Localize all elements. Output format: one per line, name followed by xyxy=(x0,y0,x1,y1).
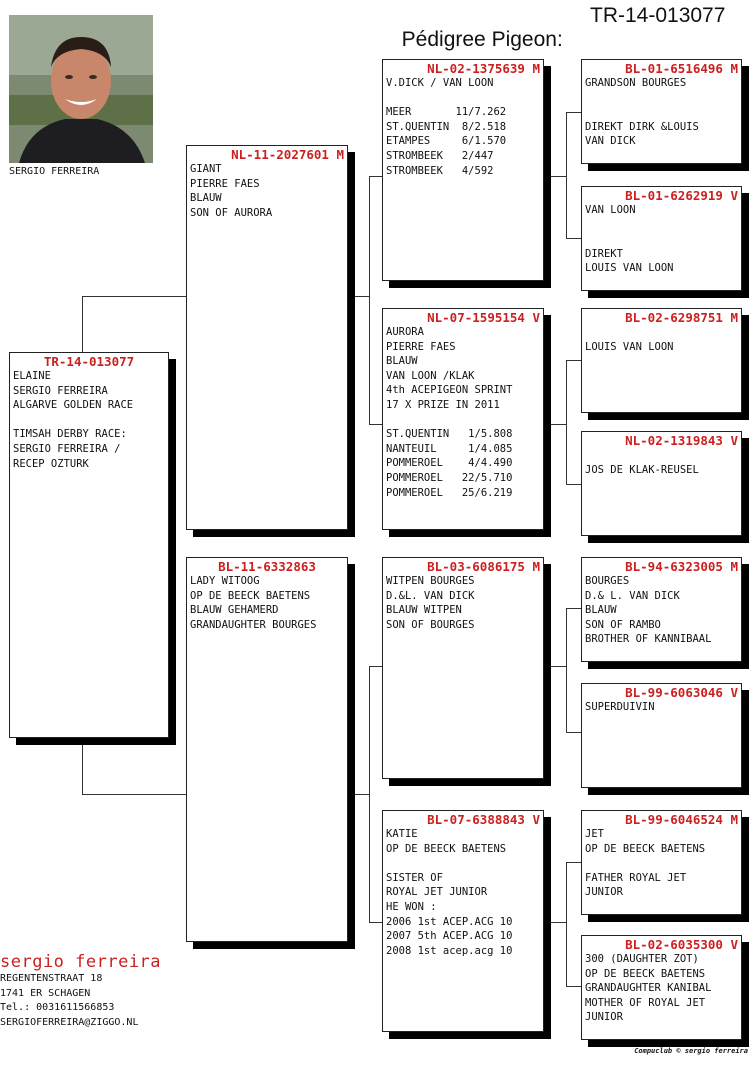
connector-line xyxy=(566,360,567,484)
detail-line: GRANDAUGHTER BOURGES xyxy=(190,618,317,631)
great-grandparent-card-6 xyxy=(581,683,742,788)
sire-details xyxy=(190,162,344,220)
connector-line xyxy=(369,666,370,922)
connector-line xyxy=(566,112,581,113)
connector-line xyxy=(355,794,369,795)
detail-line: POMMEROEL 4/4.490 xyxy=(386,457,513,470)
detail-line xyxy=(585,105,738,120)
grandparent-4-ring: BL-07-6388843 V xyxy=(427,812,540,827)
great-grandparent-4-ring: NL-02-1319843 V xyxy=(625,433,738,448)
grandparent-4-details xyxy=(386,827,540,958)
detail-line: VAN LOON xyxy=(585,204,636,216)
detail-line: GIANT xyxy=(190,163,222,175)
grandparent-1-details xyxy=(386,76,540,178)
detail-line: 300 (DAUGHTER ZOT) xyxy=(585,953,699,965)
great-grandparent-card-7 xyxy=(581,810,742,915)
grandparent-2-details xyxy=(386,325,540,500)
detail-line: LADY WITOOG xyxy=(190,575,260,587)
connector-line xyxy=(82,296,83,352)
detail-line: SISTER OF xyxy=(386,871,443,884)
detail-line: BLAUW xyxy=(386,355,418,368)
connector-line xyxy=(551,922,566,923)
detail-line xyxy=(386,413,540,428)
great-grandparent-7-ring: BL-99-6046524 M xyxy=(625,812,738,827)
detail-line: SON OF RAMBO xyxy=(585,618,661,631)
detail-line: STROMBEEK 2/447 xyxy=(386,149,494,162)
connector-line xyxy=(82,296,186,297)
detail-line: JUNIOR xyxy=(585,1011,623,1024)
dam-card xyxy=(186,557,348,942)
grandparent-card-4 xyxy=(382,810,544,1032)
grandparent-card-3 xyxy=(382,557,544,779)
pedigree-ring: TR-14-013077 xyxy=(590,4,726,27)
detail-line xyxy=(585,218,738,233)
phone-line: Tel.: 0031611566853 xyxy=(0,1002,115,1013)
connector-line xyxy=(566,608,581,609)
brand-name: sergio ferreira xyxy=(0,952,162,972)
great-grandparent-card-8 xyxy=(581,935,742,1040)
detail-line xyxy=(585,448,738,463)
connector-line xyxy=(566,360,581,361)
great-grandparent-6-details xyxy=(585,700,738,715)
connector-line xyxy=(551,424,566,425)
detail-line: BROTHER OF KANNIBAAL xyxy=(585,633,712,646)
great-grandparent-8-details xyxy=(585,952,738,1025)
connector-line xyxy=(355,296,369,297)
detail-line: SON OF BOURGES xyxy=(386,618,475,631)
detail-line: D.&L. VAN DICK xyxy=(386,589,475,602)
detail-line: KATIE xyxy=(386,828,418,840)
detail-line: FATHER ROYAL JET xyxy=(585,871,687,884)
detail-line xyxy=(13,413,165,428)
dam-ring: BL-11-6332863 xyxy=(218,559,316,574)
connector-line xyxy=(566,862,581,863)
detail-line: PIERRE FAES xyxy=(386,340,456,353)
detail-line: MEER 11/7.262 xyxy=(386,106,507,119)
detail-line: VAN LOON /KLAK xyxy=(386,369,475,382)
great-grandparent-8-ring: BL-02-6035300 V xyxy=(625,937,738,952)
detail-line xyxy=(585,232,738,247)
great-grandparent-2-ring: BL-01-6262919 V xyxy=(625,188,738,203)
owner-caption: SERGIO FERREIRA xyxy=(9,166,100,177)
credit-text: Compuclub © sergio ferreira xyxy=(634,1047,748,1055)
connector-line xyxy=(369,176,382,177)
detail-line: LOUIS VAN LOON xyxy=(585,340,674,353)
sire-card xyxy=(186,145,348,530)
great-grandparent-5-details xyxy=(585,574,738,647)
grandparent-card-1 xyxy=(382,59,544,281)
detail-line: BOURGES xyxy=(585,575,630,587)
detail-line: V.DICK / VAN LOON xyxy=(386,77,494,89)
detail-line xyxy=(585,325,738,340)
detail-line: BLAUW xyxy=(190,192,222,205)
detail-line: BLAUW xyxy=(585,604,617,617)
detail-line xyxy=(585,91,738,106)
owner-portrait-image xyxy=(9,15,153,163)
detail-line: 2006 1st ACEP.ACG 10 xyxy=(386,915,513,928)
detail-line: PIERRE FAES xyxy=(190,177,260,190)
detail-line: 2007 5th ACEP.ACG 10 xyxy=(386,930,513,943)
owner-photo xyxy=(9,15,153,163)
owner-contact xyxy=(0,952,161,1030)
detail-line: OP DE BEECK BAETENS xyxy=(190,589,311,602)
detail-line: VAN DICK xyxy=(585,135,636,148)
detail-line: LOUIS VAN LOON xyxy=(585,262,674,275)
detail-line: STROMBEEK 4/592 xyxy=(386,164,494,177)
detail-line: OP DE BEECK BAETENS xyxy=(386,842,507,855)
grandparent-1-ring: NL-02-1375639 M xyxy=(427,61,540,76)
detail-line: BLAUW WITPEN xyxy=(386,604,462,617)
great-grandparent-card-4 xyxy=(581,431,742,536)
great-grandparent-3-details xyxy=(585,325,738,354)
subject-ring: TR-14-013077 xyxy=(43,354,135,369)
detail-line: BLAUW GEHAMERD xyxy=(190,604,279,617)
connector-line xyxy=(566,862,567,986)
detail-line: POMMEROEL 22/5.710 xyxy=(386,471,513,484)
detail-line: OP DE BEECK BAETENS xyxy=(585,967,706,980)
great-grandparent-3-ring: BL-02-6298751 M xyxy=(625,310,738,325)
detail-line: NANTEUIL 1/4.085 xyxy=(386,442,513,455)
detail-line: 2008 1st acep.acg 10 xyxy=(386,944,513,957)
connector-line xyxy=(369,176,370,424)
detail-line: RECEP OZTURK xyxy=(13,457,89,470)
great-grandparent-1-details xyxy=(585,76,738,149)
city-line: 1741 ER SCHAGEN xyxy=(0,987,91,999)
detail-line xyxy=(386,91,540,106)
connector-line xyxy=(551,666,566,667)
grandparent-3-details xyxy=(386,574,540,632)
great-grandparent-4-details xyxy=(585,448,738,477)
connector-line xyxy=(566,112,567,238)
dam-details xyxy=(190,574,344,632)
sire-ring: NL-11-2027601 M xyxy=(231,147,344,162)
detail-line: ETAMPES 6/1.570 xyxy=(386,135,507,148)
detail-line: DIREKT xyxy=(585,247,623,260)
grandparent-2-ring: NL-07-1595154 V xyxy=(427,310,540,325)
great-grandparent-1-ring: BL-01-6516496 M xyxy=(625,61,738,76)
great-grandparent-card-5 xyxy=(581,557,742,662)
detail-line xyxy=(386,856,540,871)
great-grandparent-2-details xyxy=(585,203,738,276)
pedigree-label: Pédigree Pigeon: xyxy=(401,28,563,51)
connector-line xyxy=(566,238,581,239)
detail-line: OP DE BEECK BAETENS xyxy=(585,842,706,855)
detail-line: D.& L. VAN DICK xyxy=(585,589,680,602)
detail-line: DIREKT DIRK &LOUIS xyxy=(585,120,699,133)
connector-line xyxy=(566,732,581,733)
connector-line xyxy=(369,666,382,667)
connector-line xyxy=(566,608,567,732)
connector-line xyxy=(369,922,382,923)
great-grandparent-6-ring: BL-99-6063046 V xyxy=(625,685,738,700)
detail-line: JOS DE KLAK-REUSEL xyxy=(585,463,699,476)
address-line: REGENTENSTRAAT 18 xyxy=(0,973,103,984)
great-grandparent-5-ring: BL-94-6323005 M xyxy=(625,559,738,574)
detail-line: TIMSAH DERBY RACE: xyxy=(13,428,127,441)
detail-line: SERGIO FERREIRA xyxy=(13,384,108,397)
detail-line: GRANDSON BOURGES xyxy=(585,77,687,89)
detail-line: 17 X PRIZE IN 2011 xyxy=(386,398,500,411)
connector-line xyxy=(369,424,382,425)
detail-line: WITPEN BOURGES xyxy=(386,575,475,587)
detail-line: ELAINE xyxy=(13,370,51,382)
grandparent-3-ring: BL-03-6086175 M xyxy=(427,559,540,574)
grandparent-card-2 xyxy=(382,308,544,530)
detail-line: SUPERDUIVIN xyxy=(585,701,655,713)
detail-line: AURORA xyxy=(386,326,424,338)
great-grandparent-7-details xyxy=(585,827,738,900)
great-grandparent-card-1 xyxy=(581,59,742,164)
detail-line: SON OF AURORA xyxy=(190,206,273,219)
connector-line xyxy=(566,484,581,485)
detail-line: GRANDAUGHTER KANIBAL xyxy=(585,982,712,995)
detail-line xyxy=(585,856,738,871)
great-grandparent-card-3 xyxy=(581,308,742,413)
subject-details xyxy=(13,369,165,471)
connector-line xyxy=(82,738,83,794)
detail-line: JUNIOR xyxy=(585,886,623,899)
detail-line: SERGIO FERREIRA / xyxy=(13,442,121,455)
great-grandparent-card-2 xyxy=(581,186,742,291)
detail-line: ROYAL JET JUNIOR xyxy=(386,886,488,899)
detail-line: ST.QUENTIN 1/5.808 xyxy=(386,428,513,441)
subject-card xyxy=(9,352,169,738)
connector-line xyxy=(551,176,566,177)
detail-line: 4th ACEPIGEON SPRINT xyxy=(386,384,513,397)
detail-line: ALGARVE GOLDEN RACE xyxy=(13,399,134,412)
email-line: SERGIOFERREIRA@ZIGGO.NL xyxy=(0,1016,139,1028)
detail-line: ST.QUENTIN 8/2.518 xyxy=(386,120,507,133)
connector-line xyxy=(82,794,186,795)
detail-line: POMMEROEL 25/6.219 xyxy=(386,486,513,499)
detail-line: JET xyxy=(585,828,604,840)
detail-line: MOTHER OF ROYAL JET xyxy=(585,996,706,1009)
detail-line: HE WON : xyxy=(386,900,437,913)
connector-line xyxy=(566,986,581,987)
